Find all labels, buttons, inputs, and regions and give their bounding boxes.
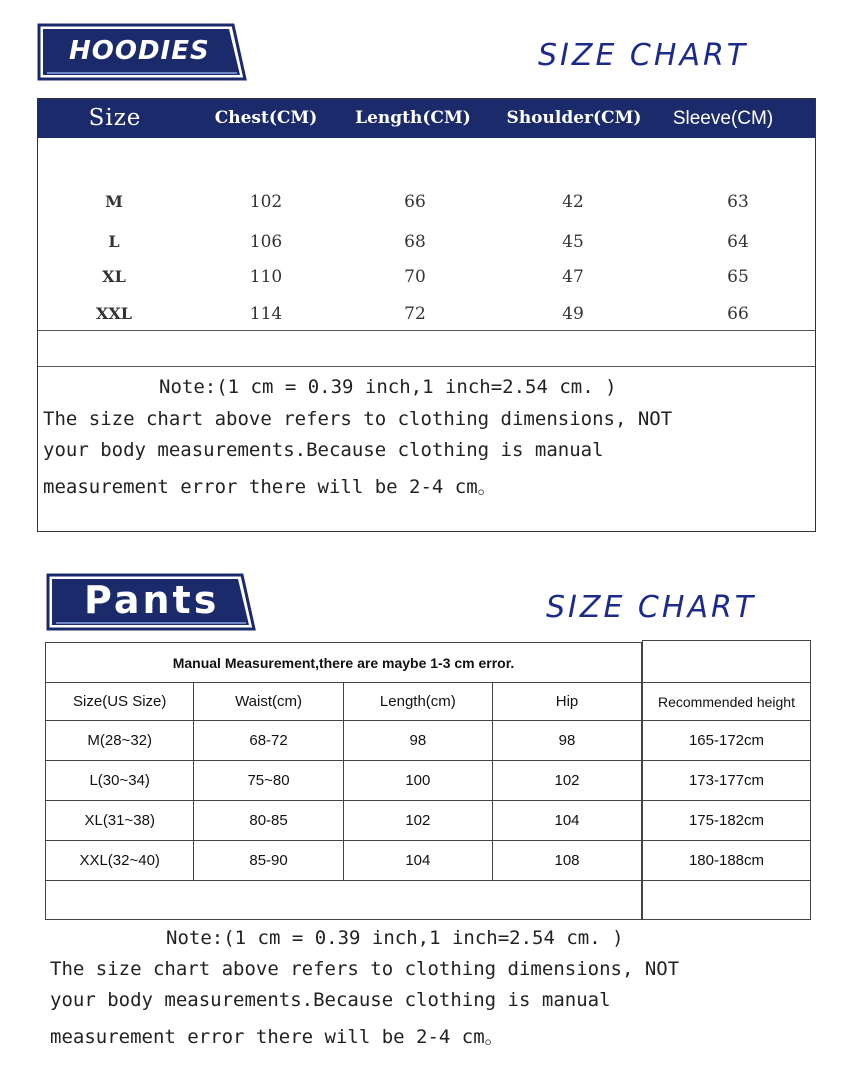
hoodie-row-xxl-size: XXL [95, 304, 133, 323]
pants-note-line-1: The size chart above refers to clothing dimensions, NOT [50, 958, 680, 980]
hoodie-table-divider [38, 330, 815, 331]
list-item [643, 801, 811, 841]
table-row [46, 721, 642, 761]
header-length: Length(CM) [355, 108, 471, 128]
table-row [46, 761, 642, 801]
pants-empty-cell [46, 881, 642, 920]
pants-row-l-length: 100 [343, 761, 492, 801]
rec-blank-cell [643, 641, 811, 683]
pants-row-xxl-length: 104 [343, 841, 492, 881]
pants-row-l-size: L(30~34) [46, 761, 194, 801]
pants-row-xl-waist: 80-85 [194, 801, 343, 841]
pants-row-xxl-size: XXL(32~40) [46, 841, 194, 881]
rec-blank-row [643, 641, 811, 683]
hoodie-row-l-sleeve: 64 [727, 232, 749, 252]
pants-banner [46, 573, 256, 631]
rec-header-row [643, 683, 811, 721]
pants-row-xl-length: 102 [343, 801, 492, 841]
hoodie-row-l-length: 68 [404, 232, 426, 252]
hoodie-note-line-2: your body measurements.Because clothing is manual [43, 439, 604, 461]
pants-row-m-waist: 68-72 [194, 721, 343, 761]
hoodie-row-xl-sleeve: 65 [727, 267, 749, 287]
hoodie-row-xxl-length: 72 [404, 304, 426, 324]
hoodie-row-xxl-chest: 114 [249, 304, 283, 324]
pants-row-m-length: 98 [343, 721, 492, 761]
hoodie-row-xl-shoulder: 47 [562, 267, 584, 287]
header-sleeve: Sleeve(CM) [672, 108, 774, 129]
pants-header-length: Length(cm) [343, 683, 492, 721]
rec-empty-cell [643, 881, 811, 920]
table-row [46, 801, 642, 841]
hoodie-row-xl-chest: 110 [249, 267, 283, 287]
header-size: Size [88, 105, 142, 131]
pants-size-table [45, 642, 642, 920]
pants-header-waist: Waist(cm) [194, 683, 343, 721]
pants-row-m-hip: 98 [493, 721, 642, 761]
pants-empty-row [46, 881, 642, 920]
pants-header-hip: Hip [493, 683, 642, 721]
pants-note-title: Note:(1 cm = 0.39 inch,1 inch=2.54 cm. ) [166, 927, 624, 949]
hoodie-row-xxl-shoulder: 49 [562, 304, 584, 324]
hoodie-note-title: Note:(1 cm = 0.39 inch,1 inch=2.54 cm. ) [159, 376, 617, 398]
list-item [643, 761, 811, 801]
pants-header-size: Size(US Size) [46, 683, 194, 721]
rec-header: Recommended height [643, 683, 811, 721]
pants-note-line-2: your body measurements.Because clothing is manual [50, 989, 611, 1011]
list-item [643, 721, 811, 761]
header-chest: Chest(CM) [214, 108, 318, 128]
hoodie-row-l-shoulder: 45 [562, 232, 584, 252]
pants-row-xl-size: XL(31~38) [46, 801, 194, 841]
hoodie-row-m-size: M [105, 192, 123, 211]
list-item [643, 841, 811, 881]
hoodie-note-line-3: measurement error there will be 2-4 cm。 [43, 476, 497, 498]
recommended-height-table [642, 640, 811, 920]
hoodie-note-line-1: The size chart above refers to clothing dimensions, NOT [43, 408, 673, 430]
hoodie-row-l-chest: 106 [249, 232, 283, 252]
hoodies-banner [37, 23, 247, 81]
table-row [46, 841, 642, 881]
hoodie-row-xl-length: 70 [404, 267, 426, 287]
hoodies-size-table [37, 98, 816, 532]
pants-caption: Manual Measurement,there are maybe 1-3 cm error. [46, 643, 642, 683]
rec-height-m: 165-172cm [643, 721, 811, 761]
rec-height-xxl: 180-188cm [643, 841, 811, 881]
pants-caption-row [46, 643, 642, 683]
pants-row-xl-hip: 104 [493, 801, 642, 841]
pants-banner-text: Pants [84, 578, 220, 622]
rec-height-xl: 175-182cm [643, 801, 811, 841]
pants-row-xxl-waist: 85-90 [194, 841, 343, 881]
pants-row-l-hip: 102 [493, 761, 642, 801]
pants-size-chart-title: SIZE CHART [546, 590, 757, 625]
hoodie-row-m-sleeve: 63 [727, 192, 749, 212]
hoodie-row-xxl-sleeve: 66 [727, 304, 749, 324]
pants-note-line-3: measurement error there will be 2-4 cm。 [50, 1026, 504, 1048]
pants-row-l-waist: 75~80 [194, 761, 343, 801]
pants-row-xxl-hip: 108 [493, 841, 642, 881]
hoodie-row-l-size: L [108, 232, 120, 251]
pants-header-row [46, 683, 642, 721]
header-shoulder: Shoulder(CM) [506, 108, 642, 128]
hoodie-row-xl-size: XL [102, 267, 126, 286]
hoodies-banner-text: HOODIES [69, 36, 210, 66]
hoodies-size-chart-title: SIZE CHART [538, 38, 749, 73]
rec-empty-row [643, 881, 811, 920]
hoodie-row-m-shoulder: 42 [562, 192, 584, 212]
pants-row-m-size: M(28~32) [46, 721, 194, 761]
rec-height-l: 173-177cm [643, 761, 811, 801]
hoodie-row-m-length: 66 [404, 192, 426, 212]
hoodie-row-m-chest: 102 [249, 192, 283, 212]
hoodies-table-header [38, 99, 815, 138]
hoodie-note-divider [38, 366, 815, 367]
